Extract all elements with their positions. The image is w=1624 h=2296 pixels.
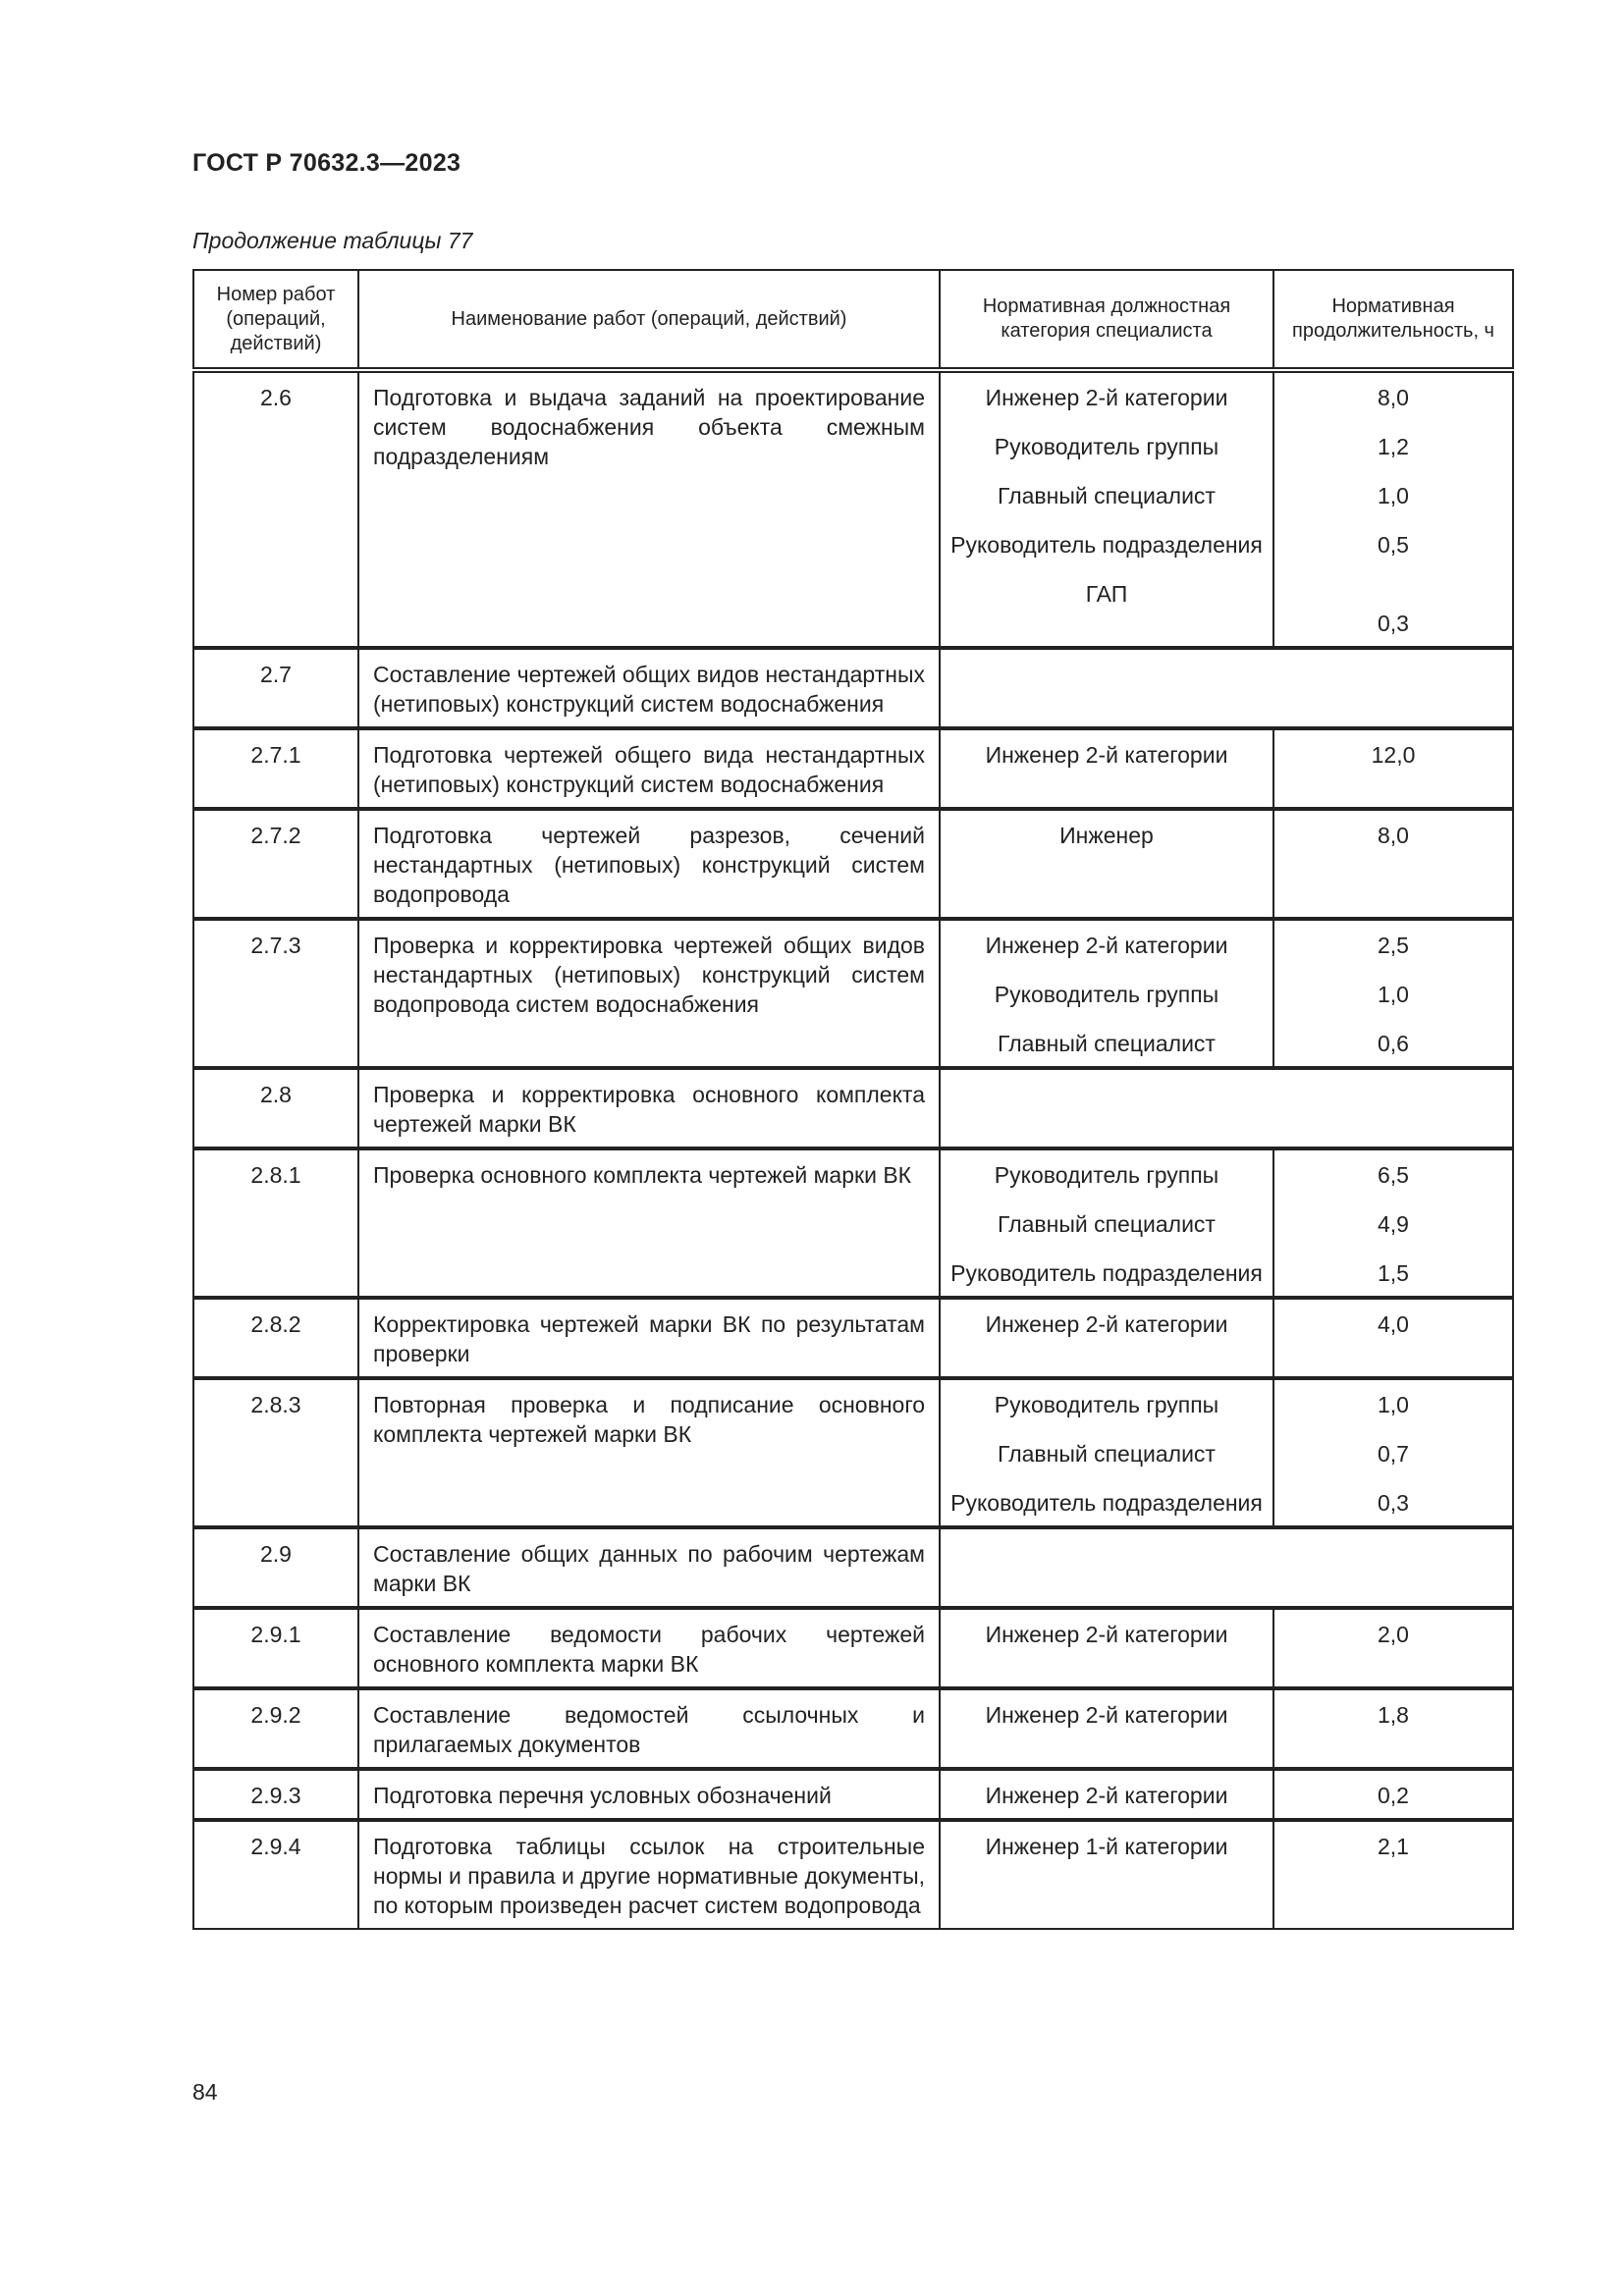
specialist-category: Инженер 2-й категории: [985, 1622, 1228, 1647]
row-durations: [1273, 1688, 1513, 1769]
specialist-category: Главный специалист: [998, 1441, 1216, 1467]
duration-value: 0,3: [1378, 1490, 1409, 1516]
table-row: [193, 370, 1513, 648]
specialist-category: Руководитель группы: [994, 982, 1219, 1007]
duration-value: 0,2: [1378, 1783, 1409, 1808]
duration-value: 0,5: [1378, 532, 1409, 558]
row-work-name: Составление ведомости рабочих чертежей основного комплекта марки ВК: [358, 1608, 940, 1688]
row-empty-cell: [940, 1068, 1513, 1148]
column-header-number: Номер работ (операций, действий): [193, 270, 358, 370]
row-work-name: Подготовка и выдача заданий на проектирование систем водоснабжения объекта смежным подразделениям: [358, 370, 940, 648]
row-durations: [1273, 809, 1513, 919]
duration-value: 8,0: [1378, 823, 1409, 848]
row-specialist-categories: [940, 1378, 1273, 1527]
row-specialist-categories: [940, 919, 1273, 1068]
row-specialist-categories: [940, 1148, 1273, 1298]
row-work-name: Составление ведомостей ссылочных и прилагаемых документов: [358, 1688, 940, 1769]
row-work-name: Составление общих данных по рабочим чертежам марки ВК: [358, 1527, 940, 1608]
table-row: [193, 1688, 1513, 1769]
table-body: [193, 370, 1513, 1929]
row-number: 2.8.1: [193, 1148, 358, 1298]
row-number: 2.6: [193, 370, 358, 648]
row-durations: [1273, 1820, 1513, 1929]
row-durations: [1273, 1608, 1513, 1688]
specialist-category: Руководитель подразделения: [950, 1490, 1263, 1516]
table-row: [193, 1527, 1513, 1608]
row-number: 2.9.4: [193, 1820, 358, 1929]
row-durations: [1273, 370, 1513, 648]
document-header: ГОСТ Р 70632.3—2023: [192, 149, 461, 177]
row-specialist-categories: [940, 1688, 1273, 1769]
duration-value: 1,0: [1378, 483, 1409, 508]
row-work-name: Проверка основного комплекта чертежей марки ВК: [358, 1148, 940, 1298]
row-number: 2.9: [193, 1527, 358, 1608]
duration-value: 8,0: [1378, 385, 1409, 410]
specialist-category: Инженер 2-й категории: [985, 933, 1228, 958]
column-header-name: Наименование работ (операций, действий): [358, 270, 940, 370]
row-empty-cell: [940, 648, 1513, 728]
row-number: 2.8: [193, 1068, 358, 1148]
row-durations: [1273, 728, 1513, 809]
specialist-category: Руководитель группы: [994, 1162, 1219, 1188]
row-work-name: Проверка и корректировка чертежей общих видов нестандартных (нетиповых) конструкций систем водопровода систем водоснабжения: [358, 919, 940, 1068]
specialist-category: Инженер 2-й категории: [985, 1783, 1228, 1808]
row-number: 2.9.1: [193, 1608, 358, 1688]
table-row: [193, 919, 1513, 1068]
table-row: [193, 809, 1513, 919]
duration-value: 1,0: [1378, 1392, 1409, 1417]
duration-value: 2,5: [1378, 933, 1409, 958]
work-norms-table: [192, 269, 1514, 1930]
specialist-category: Руководитель подразделения: [950, 1260, 1263, 1286]
row-number: 2.7.3: [193, 919, 358, 1068]
row-empty-cell: [940, 1527, 1513, 1608]
row-work-name: Корректировка чертежей марки ВК по результатам проверки: [358, 1298, 940, 1378]
row-work-name: Повторная проверка и подписание основного комплекта чертежей марки ВК: [358, 1378, 940, 1527]
row-durations: [1273, 1769, 1513, 1820]
row-work-name: Составление чертежей общих видов нестандартных (нетиповых) конструкций систем водоснабжения: [358, 648, 940, 728]
row-durations: [1273, 1378, 1513, 1527]
specialist-category: Главный специалист: [998, 1211, 1216, 1237]
specialist-category: Инженер 2-й категории: [985, 1311, 1228, 1337]
duration-value: 2,1: [1378, 1834, 1409, 1859]
table-row: [193, 1148, 1513, 1298]
column-header-duration: Нормативная продолжительность, ч: [1273, 270, 1513, 370]
specialist-category: Инженер 2-й категории: [985, 385, 1228, 410]
duration-value: 1,2: [1378, 434, 1409, 459]
specialist-category: ГАП: [1085, 581, 1128, 607]
column-header-category: Нормативная должностная категория специалиста: [940, 270, 1273, 370]
table-row: [193, 1378, 1513, 1527]
row-specialist-categories: [940, 1298, 1273, 1378]
duration-value: 6,5: [1378, 1162, 1409, 1188]
table-row: [193, 728, 1513, 809]
row-durations: [1273, 1148, 1513, 1298]
row-number: 2.9.3: [193, 1769, 358, 1820]
duration-value: 0,7: [1378, 1441, 1409, 1467]
table-header: [193, 270, 1513, 370]
duration-value: 1,8: [1378, 1702, 1409, 1728]
table-row: [193, 1298, 1513, 1378]
row-work-name: Подготовка чертежей общего вида нестандартных (нетиповых) конструкций систем водоснабжения: [358, 728, 940, 809]
table-row: [193, 648, 1513, 728]
specialist-category: Руководитель подразделения: [950, 532, 1263, 558]
specialist-category: Руководитель группы: [994, 434, 1219, 459]
specialist-category: Главный специалист: [998, 483, 1216, 508]
page-number: 84: [192, 2079, 218, 2105]
row-specialist-categories: [940, 370, 1273, 648]
row-number: 2.8.2: [193, 1298, 358, 1378]
row-number: 2.7.2: [193, 809, 358, 919]
table-row: [193, 1769, 1513, 1820]
duration-value: 12,0: [1371, 742, 1416, 768]
row-work-name: Подготовка перечня условных обозначений: [358, 1769, 940, 1820]
duration-value: 4,9: [1378, 1211, 1409, 1237]
row-work-name: Подготовка таблицы ссылок на строительные нормы и правила и другие нормативные документы, по которым произведен расчет систем водопровода: [358, 1820, 940, 1929]
specialist-category: Инженер 1-й категории: [985, 1834, 1228, 1859]
row-specialist-categories: [940, 1820, 1273, 1929]
specialist-category: Руководитель группы: [994, 1392, 1219, 1417]
row-specialist-categories: [940, 809, 1273, 919]
row-number: 2.7: [193, 648, 358, 728]
duration-value: 0,3: [1378, 611, 1409, 636]
duration-value: 2,0: [1378, 1622, 1409, 1647]
specialist-category: Инженер: [1059, 823, 1154, 848]
duration-value: 1,0: [1378, 982, 1409, 1007]
row-number: 2.7.1: [193, 728, 358, 809]
specialist-category: Главный специалист: [998, 1031, 1216, 1056]
row-work-name: Подготовка чертежей разрезов, сечений нестандартных (нетиповых) конструкций систем водопровода: [358, 809, 940, 919]
duration-value: 0,6: [1378, 1031, 1409, 1056]
table-caption: Продолжение таблицы 77: [192, 228, 473, 253]
row-number: 2.9.2: [193, 1688, 358, 1769]
duration-value: 1,5: [1378, 1260, 1409, 1286]
table-row: [193, 1608, 1513, 1688]
duration-value: 4,0: [1378, 1311, 1409, 1337]
row-durations: [1273, 919, 1513, 1068]
row-durations: [1273, 1298, 1513, 1378]
table-row: [193, 1068, 1513, 1148]
specialist-category: Инженер 2-й категории: [985, 1702, 1228, 1728]
specialist-category: Инженер 2-й категории: [985, 742, 1228, 768]
row-number: 2.8.3: [193, 1378, 358, 1527]
table-row: [193, 1820, 1513, 1929]
row-work-name: Проверка и корректировка основного комплекта чертежей марки ВК: [358, 1068, 940, 1148]
row-specialist-categories: [940, 728, 1273, 809]
row-specialist-categories: [940, 1769, 1273, 1820]
row-specialist-categories: [940, 1608, 1273, 1688]
